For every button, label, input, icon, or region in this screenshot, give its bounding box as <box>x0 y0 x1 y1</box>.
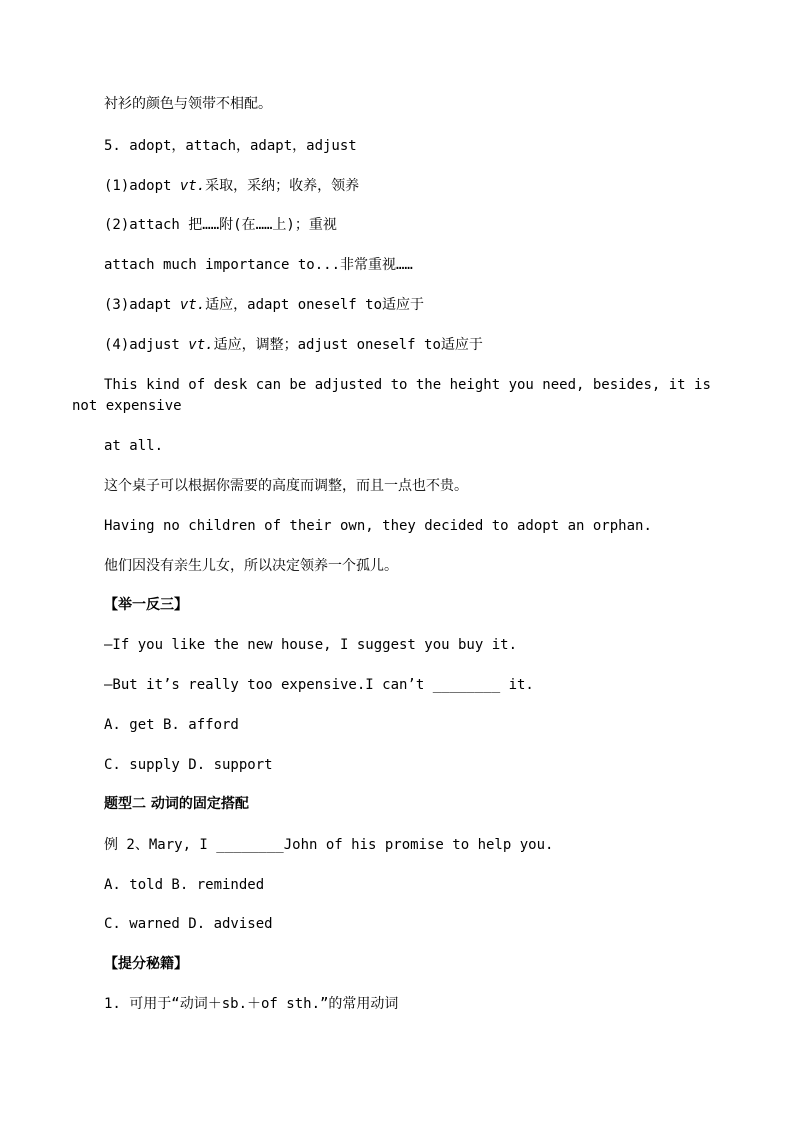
text-line: —If you like the new house, I suggest you buy it. <box>104 637 518 653</box>
text-line: C. supply D. support <box>104 757 273 773</box>
section-heading: 题型二 动词的固定搭配 <box>104 796 249 812</box>
text-line: 他们因没有亲生儿女，所以决定领养一个孤儿。 <box>104 558 398 574</box>
text-line: 衬衫的颜色与领带不相配。 <box>104 96 272 112</box>
section-heading: 【举一反三】 <box>104 597 188 613</box>
text-line <box>104 336 483 354</box>
text-line: Having no children of their own, they decided to adopt an orphan. <box>104 518 652 534</box>
text-line: attach much importance to...非常重视…… <box>104 257 413 273</box>
text-line: 这个桌子可以根据你需要的高度而调整，而且一点也不贵。 <box>104 478 468 494</box>
text-segment: 适应，调整；adjust oneself to适应于 <box>213 337 483 353</box>
text-segment: (1)adopt <box>104 178 180 194</box>
text-line: at all. <box>104 438 164 454</box>
text-segment: (3)adapt <box>104 297 180 313</box>
text-line: C. warned D. advised <box>104 916 273 932</box>
text-line: 1. 可用于“动词＋sb.＋of sth.”的常用动词 <box>104 996 399 1012</box>
text-line <box>104 177 359 195</box>
text-segment: 适应，adapt oneself to适应于 <box>205 297 425 313</box>
text-line: 5. adopt，attach，adapt，adjust <box>104 138 357 154</box>
text-segment: 采取，采纳；收养，领养 <box>205 178 360 194</box>
text-paragraph: This kind of desk can be adjusted to the height you need, besides, it is not expensive <box>72 377 711 414</box>
part-of-speech: vt. <box>188 337 214 353</box>
text-line: 例 2、Mary, I ________John of his promise to help you. <box>104 837 554 853</box>
text-line: —But it’s really too expensive.I can’t ________ it. <box>104 677 534 693</box>
text-line: (2)attach 把……附(在……上)；重视 <box>104 217 337 233</box>
text-line: A. get B. afford <box>104 717 239 733</box>
part-of-speech: vt. <box>179 178 206 194</box>
text-line: A. told B. reminded <box>104 877 265 893</box>
part-of-speech: vt. <box>179 297 206 313</box>
section-heading: 【提分秘籍】 <box>104 956 188 972</box>
text-line <box>104 296 424 314</box>
text-segment: (4)adjust <box>104 337 189 353</box>
